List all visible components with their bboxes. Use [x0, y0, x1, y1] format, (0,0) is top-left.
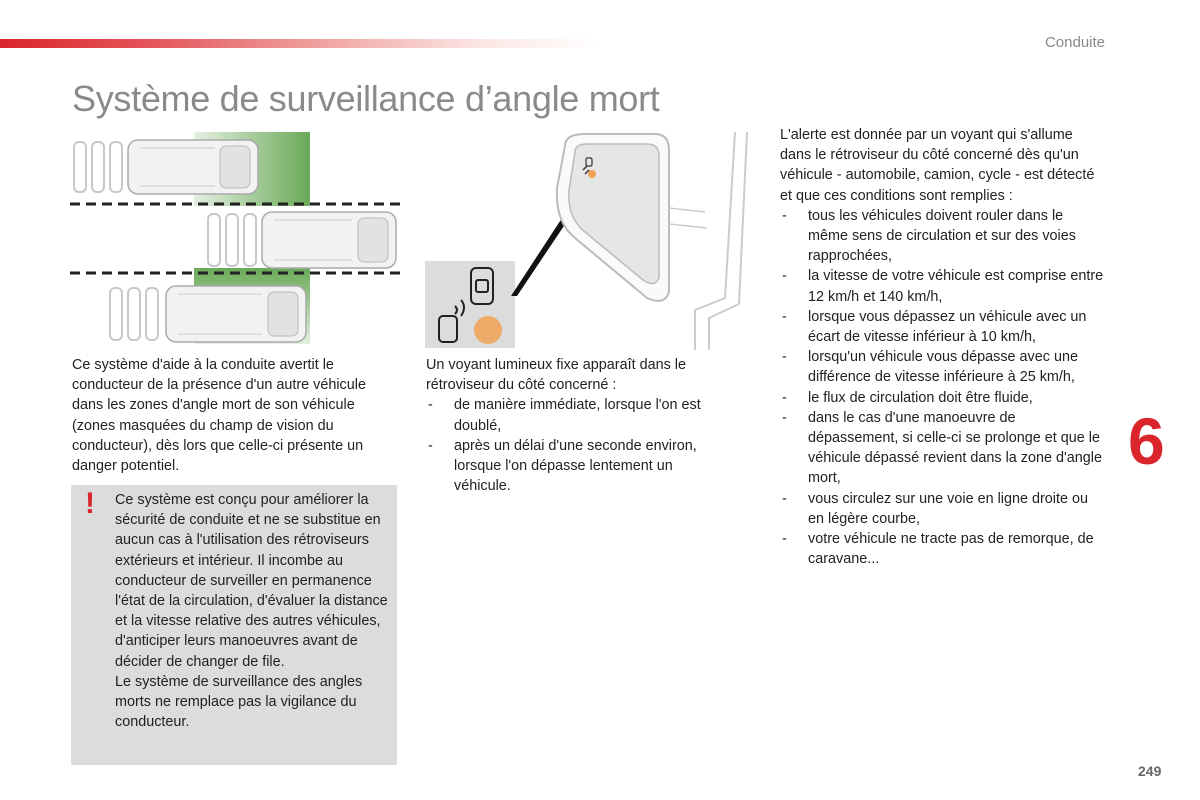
van-left-lane: [128, 140, 258, 194]
warning-box: [71, 485, 397, 765]
indicator-description: Un voyant lumineux fixe apparaît dans le rétroviseur du côté concerné : - de manière immédiate, lorsque l'on est doublé, - après un délai d'une seconde environ, lorsque l'on dépasse lentement un véhicule.: [426, 355, 726, 496]
intro-paragraph: Ce système d'aide à la conduite avertit le conducteur de la présence d'un autre véhicule dans les zones d'angle mort de son véhicule (zones masquées du champ de vision du conducteur), dès lors que celle-ci présente un danger potentiel.: [72, 357, 366, 475]
list-item: - lorsque vous dépassez un véhicule avec un écart de vitesse inférieur à 10 km/h,: [780, 307, 1105, 347]
chapter-number: 6: [1128, 404, 1165, 478]
list-item: - le flux de circulation doit être fluide,: [780, 388, 1105, 408]
indicator-light: [474, 316, 502, 344]
list-item: - de manière immédiate, lorsque l'on est doublé,: [426, 395, 726, 435]
exclamation-icon: !: [85, 487, 95, 520]
page-title: Système de surveillance d’angle mort: [72, 78, 660, 119]
warning-paragraph-1: Ce système est conçu pour améliorer la sécurité de conduite et ne se substitue en aucun cas à l'utilisation des rétroviseurs extérieurs et intérieur. Il incombe au conducteur de surveiller en permanence l'état de la circulation, d'évaluer la distance et la vitesse relative des autres véhicules, d'anticiper leurs manoeuvres avant de décider de changer de file.: [115, 492, 388, 670]
van-right-lane: [166, 286, 306, 342]
list-item: - dans le cas d'une manoeuvre de dépassement, si celle-ci se prolonge et que le véhicule dépassé revient dans la zone d'angle mort,: [780, 408, 1105, 489]
blind-spot-lane-diagram: [70, 128, 400, 348]
list-item: - la vitesse de votre véhicule est comprise entre 12 km/h et 140 km/h,: [780, 266, 1105, 306]
list-item: - votre véhicule ne tracte pas de remorque, de caravane...: [780, 529, 1105, 569]
van-own-vehicle: [262, 212, 396, 268]
list-item: - lorsqu'un véhicule vous dépasse avec une différence de vitesse inférieure à 25 km/h,: [780, 347, 1105, 387]
list-item: - après un délai d'une seconde environ, lorsque l'on dépasse lentement un véhicule.: [426, 436, 726, 497]
mirror-indicator-illustration: [425, 128, 755, 350]
page-number: 249: [1138, 763, 1162, 779]
conditions-section: L'alerte est donnée par un voyant qui s'allume dans le rétroviseur du côté concerné dès qu'un véhicule - automobile, camion, cycle - est détecté et que ces conditions sont remplies : - tous les véhicules doivent rouler dans le même sens de circulation et sur des voies rapprochées, - la vitesse de votre véhicule est comprise entre 12 km/h et 140 km/h, - lorsque vous dépassez un véhicule avec un écart de vitesse inférieur à 10 km/h, - lorsqu'un véhicule vous dépasse avec une différence de vitesse inférieure à 25 km/h, - le flux de circulation doit être fluide, - dans le cas d'une manoeuvre de dépassement, si celle-ci se prolonge et que le véhicule dépassé revient dans la zone d'angle mort, - vous circulez sur une voie en ligne droite ou en légère courbe, - votre véhicule ne tracte pas de remorque, de caravane...: [780, 125, 1105, 569]
warning-paragraph-2: Le système de surveillance des angles morts ne remplace pas la vigilance du conducteur.: [115, 673, 363, 731]
header-accent-bar: [0, 39, 600, 48]
list-item: - vous circulez sur une voie en ligne droite ou en légère courbe,: [780, 489, 1105, 529]
list-item: - tous les véhicules doivent rouler dans le même sens de circulation et sur des voies rapprochées,: [780, 206, 1105, 267]
section-name: Conduite: [1044, 34, 1105, 51]
